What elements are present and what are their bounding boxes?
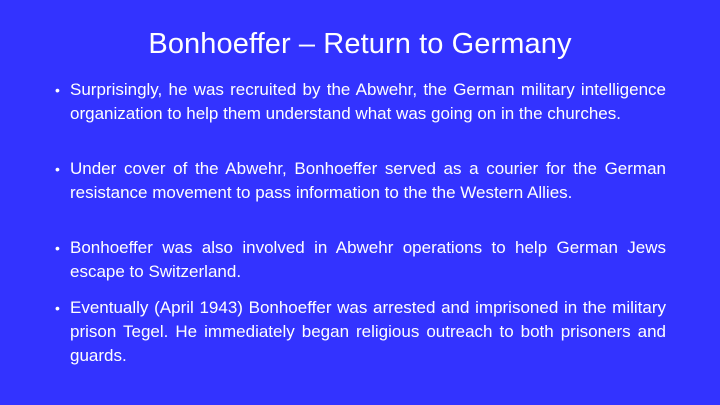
slide-title: Bonhoeffer – Return to Germany — [148, 28, 572, 60]
bullet-item — [55, 296, 666, 368]
bullet-item — [55, 236, 666, 284]
bullet-text: Bonhoeffer was also involved in Abwehr operations to help German Jews escape to Switzerland. — [70, 238, 666, 281]
bullet-text: Surprisingly, he was recruited by the Abwehr, the German military intelligence organization to help them understand what was going on in the churches. — [70, 80, 666, 123]
bullet-item — [55, 78, 666, 126]
bullet-text: Eventually (April 1943) Bonhoeffer was arrested and imprisoned in the military prison Tegel. He immediately began religious outreach to both prisoners and guards. — [70, 298, 666, 365]
bullet-item — [55, 157, 666, 205]
bullet-dot: • — [55, 240, 60, 256]
bullet-dot: • — [55, 300, 60, 316]
bullet-dot: • — [55, 82, 60, 98]
bullet-dot: • — [55, 161, 60, 177]
bullet-text: Under cover of the Abwehr, Bonhoeffer served as a courier for the German resistance movement to pass information to the the Western Allies. — [70, 159, 666, 202]
